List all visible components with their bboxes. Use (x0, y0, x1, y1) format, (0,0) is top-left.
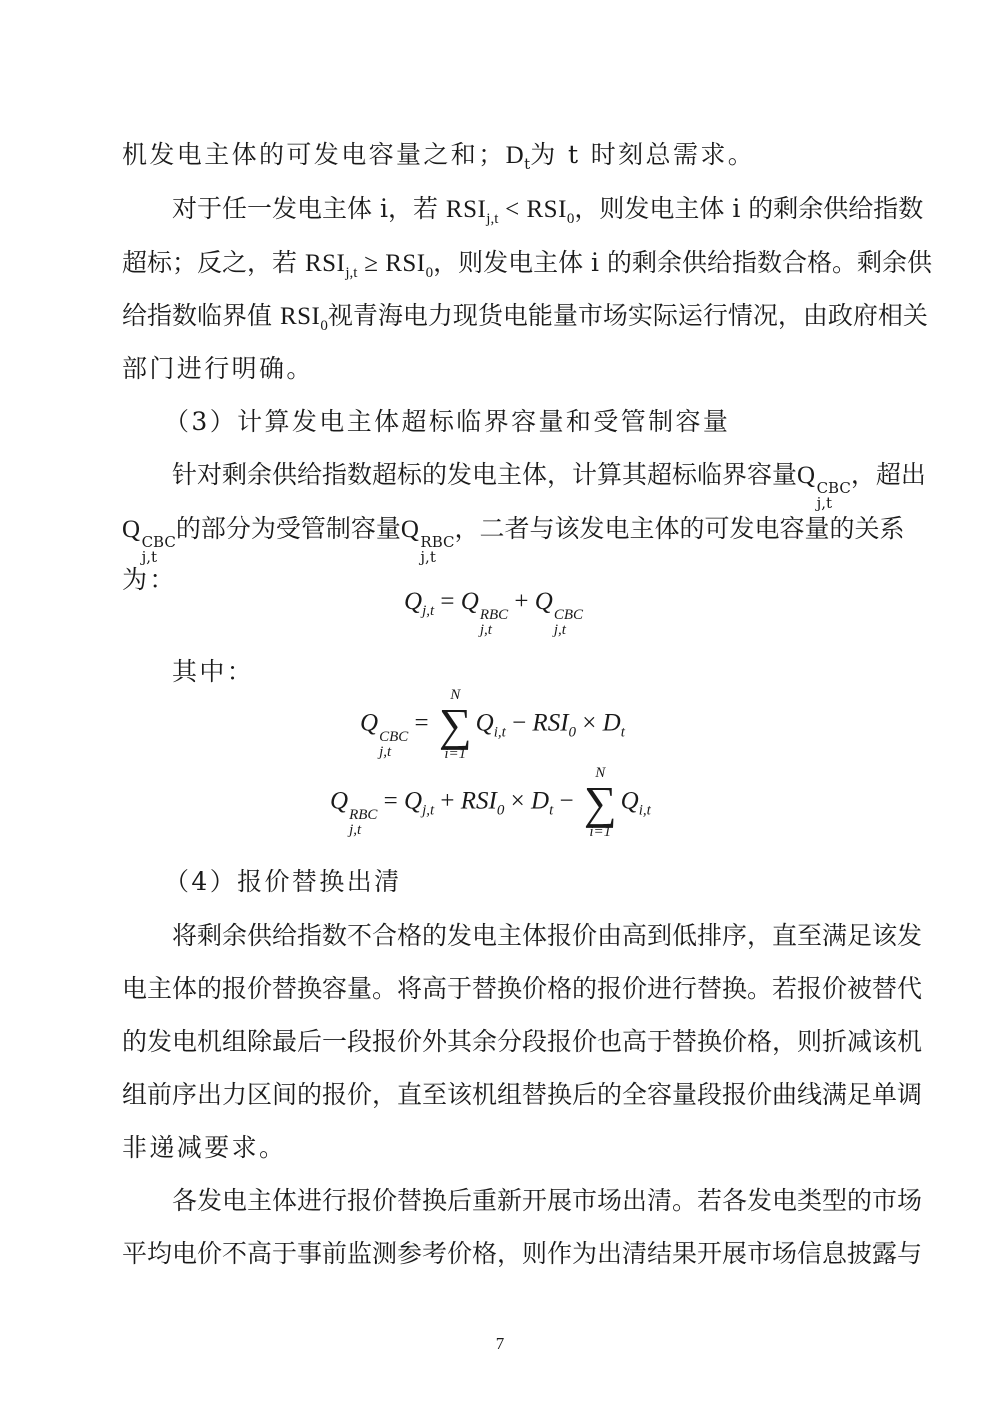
paragraph-line (172, 916, 923, 956)
paragraph-line (172, 455, 926, 512)
subscript: t (549, 802, 554, 819)
operator: + (434, 787, 461, 815)
paragraph-line (122, 509, 905, 566)
section-heading-4 (164, 862, 874, 902)
subscript: j,t (816, 494, 833, 512)
symbol: RSI (532, 709, 569, 737)
subscript: 0 (566, 211, 575, 227)
text-run: 平均电价不高于事前监测参考价格，则作为出清结果开展市场信息披露与 (122, 1239, 923, 1268)
symbol: Q (534, 588, 553, 615)
paragraph-line (172, 189, 924, 239)
subscript: i,t (638, 802, 651, 819)
text-run: 各发电主体进行报价替换后重新开展市场出清。若各发电类型的市场 (172, 1186, 923, 1215)
symbol: D (505, 142, 525, 169)
section-heading-3 (164, 402, 874, 442)
symbol: D (602, 709, 621, 737)
subscript: j,t (379, 743, 392, 760)
operator: × (504, 787, 531, 815)
operator: ≥ (357, 250, 386, 277)
paragraph-line (122, 349, 882, 389)
symbol: Q (404, 787, 423, 815)
text-run: 给指数临界值 (122, 301, 280, 330)
subscript: i,t (493, 724, 506, 741)
subscript: 0 (568, 724, 577, 741)
paragraph-line (122, 969, 923, 1009)
symbol: RSI (526, 196, 567, 223)
symbol: D (531, 787, 550, 815)
sum-upper-limit: N (450, 687, 461, 703)
paragraph-line (122, 1075, 923, 1115)
text-run: 针对剩余供给指数超标的发电主体，计算其超标临界容量 (172, 460, 798, 489)
sum-lower-limit: i=1 (589, 824, 612, 840)
text-run: 机发电主体的可发电容量之和； (122, 140, 506, 169)
symbol: Q (620, 787, 639, 815)
subscript: t (524, 155, 531, 173)
symbol: Q (404, 588, 423, 615)
operator: − (505, 709, 533, 737)
text-run: 的发电机组除最后一段报价外其余分段报价也高于替换价格，则折减该机 (122, 1027, 923, 1056)
subscript: t (620, 724, 625, 741)
subscript: 0 (496, 802, 505, 819)
symbol: Q (330, 787, 349, 815)
operator: = (408, 709, 435, 737)
subscript: 0 (425, 265, 434, 281)
superscript: RBC (479, 607, 509, 623)
text-run: 视青海电力现货电能量市场实际运行情况，由政府相关 (327, 301, 928, 330)
operator: + (508, 588, 535, 615)
text-run: 其中： (172, 657, 255, 686)
symbol: RSI (385, 250, 426, 277)
text-run: 的部分为受管制容量 (175, 514, 401, 543)
symbol: Q (360, 709, 379, 737)
operator: × (576, 709, 603, 737)
equation-2 (360, 688, 625, 762)
superscript: CBC (379, 728, 409, 745)
paragraph-line (122, 1022, 923, 1062)
paragraph-line (122, 243, 932, 293)
sum-upper-limit: N (595, 765, 606, 781)
superscript: RBC (349, 806, 378, 823)
symbol: Q (400, 516, 420, 543)
page-number: 7 (495, 1334, 505, 1353)
paragraph-line (122, 1128, 882, 1168)
equation-3 (330, 766, 651, 840)
operator: − (553, 787, 580, 815)
text-run: ，则发电主体 i 的剩余供给指数合格。剩余供 (433, 248, 932, 277)
sigma-icon: ∑ (583, 777, 617, 828)
text-run: 将剩余供给指数不合格的发电主体报价由高到低排序，直至满足该发 (172, 921, 923, 950)
symbol: Q (122, 516, 141, 543)
subscript: j,t (486, 211, 499, 227)
symbol: RSI (279, 303, 321, 330)
paragraph-line (172, 1181, 923, 1221)
summation (439, 688, 472, 762)
superscript: CBC (553, 607, 584, 623)
paragraph-line (172, 652, 882, 692)
text-run: 组前序出力区间的报价，直至该机组替换后的全容量段报价曲线满足单调 (122, 1080, 923, 1109)
text-run: ，超出 (850, 460, 926, 489)
operator: = (377, 787, 405, 815)
text-run: ，则发电主体 i 的剩余供给指数 (574, 194, 924, 223)
heading-text: （3）计算发电主体超标临界容量和受管制容量 (164, 407, 731, 436)
paragraph-line (122, 296, 928, 346)
symbol: RSI (460, 787, 497, 815)
paragraph-line (122, 135, 882, 184)
subscript: j,t (479, 622, 492, 638)
text-run: 为 t 时刻总需求。 (530, 140, 756, 169)
symbol: RSI (304, 250, 346, 277)
symbol: RSI (445, 196, 487, 223)
superscript: RBC (420, 533, 455, 551)
heading-text: （4）报价替换出清 (164, 867, 402, 896)
superscript: CBC (141, 533, 176, 551)
sum-lower-limit: i=1 (444, 746, 467, 762)
text-run: 非递减要求。 (122, 1133, 287, 1162)
subscript: j,t (345, 265, 358, 281)
subscript: j,t (349, 821, 362, 838)
text-run: 电主体的报价替换容量。将高于替换价格的报价进行替换。若报价被替代 (122, 974, 923, 1003)
subscript: j,t (141, 548, 158, 566)
subscript: j,t (420, 548, 436, 566)
subscript: j,t (422, 802, 435, 819)
equation-1 (404, 588, 583, 638)
subscript: j,t (422, 603, 435, 619)
text-run: 超标；反之，若 (122, 248, 305, 277)
operator: = (434, 588, 461, 615)
superscript: CBC (816, 479, 851, 497)
text-run: ，二者与该发电主体的可发电容量的关系 (454, 514, 905, 543)
sigma-icon: ∑ (438, 699, 472, 750)
symbol: Q (797, 462, 816, 489)
paragraph-line (122, 1234, 923, 1274)
text-run: 对于任一发电主体 i，若 (172, 194, 446, 223)
summation (584, 766, 617, 840)
text-run: 部门进行明确。 (122, 354, 314, 383)
symbol: Q (475, 709, 494, 737)
text-run: 为： (122, 565, 177, 594)
subscript: 0 (320, 318, 328, 334)
symbol: Q (460, 588, 479, 615)
subscript: j,t (553, 622, 566, 638)
operator: < (498, 196, 527, 223)
